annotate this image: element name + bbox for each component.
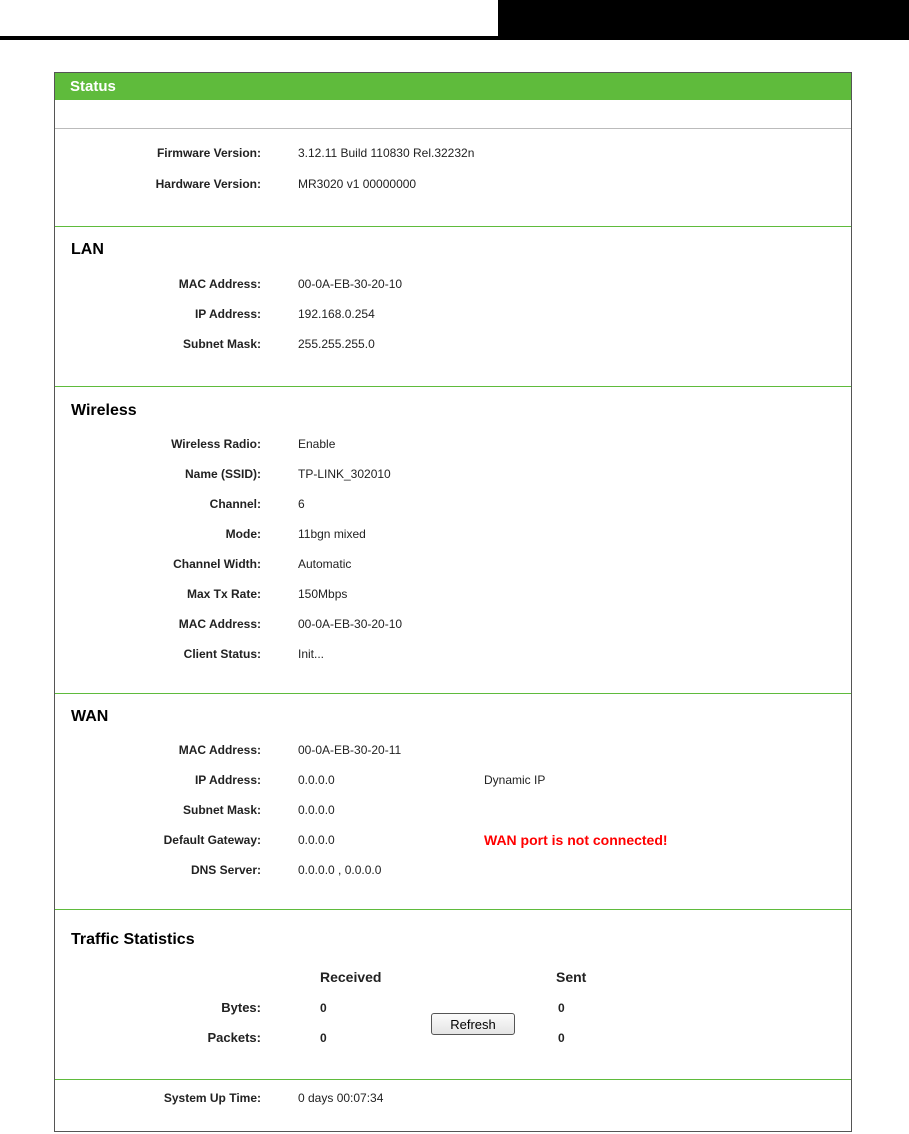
divider: [55, 1079, 851, 1080]
divider: [55, 128, 851, 129]
traffic-bytes-sent: 0: [558, 1001, 565, 1015]
wireless-channel-label: Channel:: [209, 497, 261, 511]
wan-dns-value: 0.0.0.0 , 0.0.0.0: [298, 863, 382, 877]
wan-ip-label: IP Address:: [194, 773, 261, 787]
wireless-radio-value: Enable: [298, 437, 336, 451]
uptime-label: System Up Time:: [163, 1091, 261, 1105]
wireless-mode-label: Mode:: [225, 527, 261, 541]
hardware-version-label: Hardware Version:: [155, 177, 261, 191]
wan-subnet-label: Subnet Mask:: [182, 803, 261, 817]
traffic-bytes-label: Bytes:: [221, 1000, 261, 1015]
lan-section-title: LAN: [71, 241, 104, 258]
top-header-block: [498, 0, 909, 40]
uptime-value: 0 days 00:07:34: [298, 1091, 384, 1105]
wan-gateway-label: Default Gateway:: [163, 833, 261, 847]
wan-mac-value: 00-0A-EB-30-20-11: [298, 743, 402, 757]
wireless-channel-value: 6: [298, 497, 305, 511]
lan-ip-value: 192.168.0.254: [298, 307, 375, 321]
traffic-sent-header: Sent: [556, 969, 587, 985]
refresh-button[interactable]: Refresh: [431, 1013, 515, 1035]
lan-mac-label: MAC Address:: [178, 277, 261, 291]
wan-dns-label: DNS Server:: [190, 863, 261, 877]
traffic-packets-received: 0: [320, 1031, 327, 1045]
traffic-bytes-received: 0: [320, 1001, 327, 1015]
wireless-mac-label: MAC Address:: [178, 617, 261, 631]
wireless-mode-value: 11bgn mixed: [298, 527, 366, 541]
status-panel: [54, 72, 852, 1132]
wireless-client-status-value: Init...: [298, 647, 325, 661]
traffic-received-header: Received: [320, 969, 382, 985]
wireless-ssid-label: Name (SSID):: [184, 467, 261, 481]
wan-warning-message: WAN port is not connected!: [484, 832, 668, 848]
lan-subnet-value: 255.255.255.0: [298, 337, 375, 351]
wireless-radio-label: Wireless Radio:: [171, 437, 261, 451]
lan-mac-value: 00-0A-EB-30-20-10: [298, 277, 403, 291]
wireless-max-tx-value: 150Mbps: [298, 587, 348, 601]
top-rule: [0, 36, 498, 40]
divider: [55, 909, 851, 910]
wireless-channel-width-value: Automatic: [298, 557, 352, 571]
wireless-max-tx-label: Max Tx Rate:: [186, 587, 261, 601]
lan-subnet-label: Subnet Mask:: [182, 337, 261, 351]
traffic-packets-label: Packets:: [207, 1030, 261, 1045]
traffic-section-title: Traffic Statistics: [71, 931, 195, 948]
divider: [55, 226, 851, 227]
page-title: Status: [55, 73, 851, 100]
wireless-channel-width-label: Channel Width:: [173, 557, 261, 571]
firmware-version-label: Firmware Version:: [156, 146, 261, 160]
wan-section-title: WAN: [71, 708, 109, 725]
wireless-ssid-value: TP-LINK_302010: [298, 467, 391, 481]
wireless-mac-value: 00-0A-EB-30-20-10: [298, 617, 403, 631]
traffic-packets-sent: 0: [558, 1031, 565, 1045]
hardware-version-value: MR3020 v1 00000000: [298, 177, 417, 191]
wan-ip-value: 0.0.0.0: [298, 773, 335, 787]
wan-gateway-value: 0.0.0.0: [298, 833, 335, 847]
wan-connection-type: Dynamic IP: [484, 773, 546, 787]
firmware-version-value: 3.12.11 Build 110830 Rel.32232n: [298, 146, 475, 160]
wan-mac-label: MAC Address:: [178, 743, 261, 757]
divider: [55, 693, 851, 694]
wireless-section-title: Wireless: [71, 402, 137, 419]
wireless-client-status-label: Client Status:: [183, 647, 261, 661]
lan-ip-label: IP Address:: [194, 307, 261, 321]
divider: [55, 386, 851, 387]
wan-subnet-value: 0.0.0.0: [298, 803, 335, 817]
